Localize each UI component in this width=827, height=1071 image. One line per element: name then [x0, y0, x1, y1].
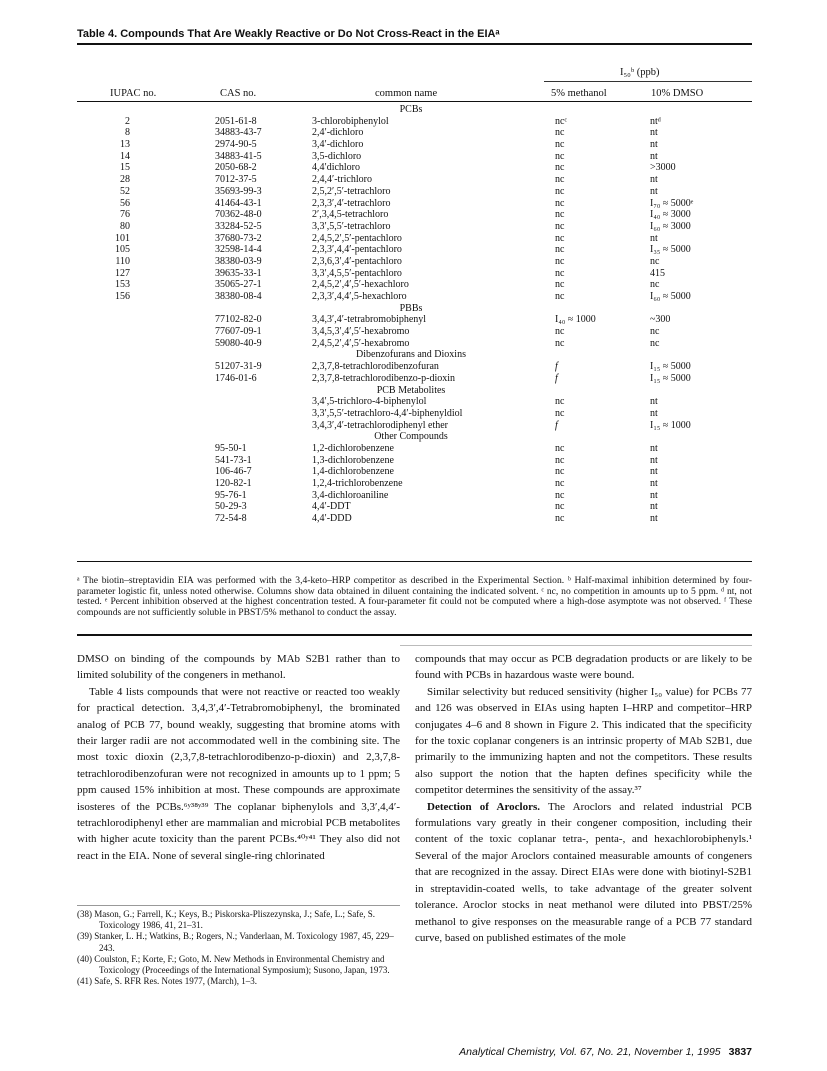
cas-number: 72-54-8: [215, 513, 247, 525]
i50-methanol: nc: [555, 255, 565, 267]
table-row: [0, 443, 827, 455]
i50-methanol: nc: [555, 407, 565, 419]
i50-methanol: I₄₀ ≈ 1000: [555, 314, 596, 326]
i50-dmso: nt: [650, 127, 658, 139]
i50-methanol: f: [555, 361, 558, 373]
i50-dmso: nt: [650, 174, 658, 186]
cas-number: 33284-52-5: [215, 220, 262, 232]
common-name: 3,3′,5,5′-tetrachloro-4,4′-biphenyldiol: [312, 407, 463, 419]
cas-number: 38380-08-4: [215, 291, 262, 302]
common-name: 2,4,5,2′,4′,5′-hexabromo: [312, 337, 410, 349]
table-row: [0, 116, 827, 128]
i50-methanol: nc: [555, 150, 565, 162]
i50-dmso: nc: [650, 279, 660, 291]
table-row: [0, 233, 827, 245]
cas-number: 51207-31-9: [215, 361, 262, 373]
common-name: 3-chlorobiphenylol: [312, 115, 389, 127]
table-section-row: [0, 104, 827, 116]
cas-number: 2051-61-8: [215, 115, 257, 127]
table-title: Table 4. Compounds That Are Weakly Reactive or Do Not Cross-React in the EIAᵃ: [77, 28, 500, 40]
cas-number: 41464-43-1: [215, 197, 262, 209]
iupac-number: 156: [115, 291, 130, 302]
common-name: 2,4′-dichloro: [312, 127, 364, 139]
table-row: [0, 162, 827, 174]
common-name: 3,4,5,3′,4′,5′-hexabromo: [312, 326, 410, 338]
iupac-number: 28: [120, 174, 130, 186]
cas-number: 34883-43-7: [215, 127, 262, 139]
i50-methanol: nc: [555, 244, 565, 256]
table-row: [0, 501, 827, 513]
col-header-dmso: 10% DMSO: [651, 88, 704, 99]
cas-number: 95-76-1: [215, 489, 247, 501]
i50-dmso: I₁₅ ≈ 5000: [650, 372, 691, 384]
i50-methanol: nc: [555, 139, 565, 151]
table-row: [0, 279, 827, 291]
common-name: 3,4′,5-trichloro-4-biphenylol: [312, 396, 427, 408]
right-paragraph-3-text: The Aroclors and related industrial PCB formulations vary greatly in their congener composition, including their content of the toxic coplanar tetra-, penta-, and hexachlorobiphenyls.¹ Several of the major Aroclors contained measurable amounts of congeners that are recognized in the assay. Direct EIAs were done with biotinyl-S2B1 in streptavidin-coated wells, to take advantage of the greater solvent tolerance. Aroclor stocks in neat methanol were diluted into PBST/25% methanol to give responses on the measurable range of a PCB 77 standard curve, based on published estimates of the mole: [415, 800, 752, 944]
common-name: 1,2-dichlorobenzene: [312, 442, 394, 454]
iupac-number: 13: [120, 139, 130, 151]
iupac-number: 127: [115, 267, 130, 279]
cas-number: 120-82-1: [215, 478, 252, 489]
i50-dmso: ~300: [650, 314, 671, 326]
iupac-number: 80: [120, 220, 130, 232]
iupac-number: 52: [120, 185, 130, 197]
section-label: Dibenzofurans and Dioxins: [356, 349, 466, 361]
table-bottom-rule: [77, 561, 752, 562]
table-section-row: [0, 349, 827, 361]
table-body: [0, 104, 827, 525]
cas-number: 35693-99-3: [215, 185, 262, 197]
reference-39: (39) Stanker, L. H.; Watkins, B.; Rogers, N.; Vanderlaan, M. Toxicology 1987, 45, 229–243.: [77, 931, 394, 953]
i50-dmso: nc: [650, 326, 660, 338]
i50-methanol: nc: [555, 174, 565, 186]
table-row: [0, 174, 827, 186]
table-section-row: [0, 303, 827, 315]
cas-number: 2050-68-2: [215, 162, 257, 174]
right-paragraph-3: [415, 799, 752, 947]
left-column-text: [77, 651, 400, 864]
iupac-number: 56: [120, 197, 130, 209]
i50-methanol: nc: [555, 279, 565, 291]
table-row: [0, 139, 827, 151]
cas-number: 1746-01-6: [215, 372, 257, 384]
cas-number: 541-73-1: [215, 454, 252, 466]
i50-header: I₅₀ᵇ (ppb): [620, 67, 660, 78]
common-name: 2,3,3′,4′-tetrachloro: [312, 197, 391, 209]
cas-number: 70362-48-0: [215, 209, 262, 221]
table-row: [0, 127, 827, 139]
i50-dmso: nt: [650, 442, 658, 454]
common-name: 2,5,2′,5′-tetrachloro: [312, 185, 391, 197]
common-name: 2,3,3′,4,4′-pentachloro: [312, 244, 402, 256]
table-section-row: [0, 431, 827, 443]
table-row: [0, 256, 827, 268]
common-name: 2,4,5,2′,4′,5′-hexachloro: [312, 279, 409, 291]
common-name: 4,4′dichloro: [312, 162, 361, 174]
iupac-number: 2: [125, 115, 130, 127]
i50-methanol: nc: [555, 396, 565, 408]
common-name: 3,3′,5,5′-tetrachloro: [312, 220, 391, 232]
i50-dmso: nt: [650, 513, 658, 525]
common-name: 3,4-dichloroaniline: [312, 489, 389, 501]
section-heading-aroclors: Detection of Aroclors.: [427, 800, 540, 813]
table-header-rule: [77, 101, 752, 102]
iupac-number: 153: [115, 279, 130, 291]
i50-methanol: nc: [555, 489, 565, 501]
i50-dmso: I₄₀ ≈ 3000: [650, 209, 691, 221]
i50-dmso: nt: [650, 454, 658, 466]
cas-number: 59080-40-9: [215, 337, 262, 349]
i50-dmso: nc: [650, 337, 660, 349]
common-name: 3,4′-dichloro: [312, 139, 364, 151]
table-top-rule: [77, 43, 752, 45]
table-row: [0, 326, 827, 338]
table-row: [0, 209, 827, 221]
i50-methanol: nc: [555, 209, 565, 221]
table-row: [0, 338, 827, 350]
left-paragraph-1: DMSO on binding of the compounds by MAb S2B1 rather than to limited solubility of the congeners in methanol.: [77, 653, 400, 682]
table-row: [0, 361, 827, 373]
i50-dmso: nt: [650, 466, 658, 478]
i50-methanol: nc: [555, 478, 565, 489]
i50-methanol: nc: [555, 454, 565, 466]
i50-dmso: >3000: [650, 162, 676, 174]
cas-number: 35065-27-1: [215, 279, 262, 291]
table-row: [0, 478, 827, 490]
iupac-number: 8: [125, 127, 130, 139]
i50-dmso: I₁₅ ≈ 5000: [650, 361, 691, 373]
cas-number: 50-29-3: [215, 501, 247, 513]
reference-40: (40) Coulston, F.; Korte, F.; Goto, M. New Methods in Environmental Chemistry and Toxicology (Proceedings of the International Symposium); Susono, Japan, 1973.: [77, 953, 390, 976]
common-name: 3,3′,4,5,5′-pentachloro: [312, 267, 402, 279]
table-row: [0, 198, 827, 210]
table-footnotes: ᵃ The biotin–streptavidin EIA was performed with the 3,4-keto–HRP competitor as described in the Experimental Section. ᵇ Half-maximal inhibition determined by four-parameter logistic fit, unless noted otherwise. Columns show data obtained in diluent containing the indicated solvent. ᶜ nc, no competition in amounts up to 5 ppm. ᵈ nt, not tested. ᵉ Percent inhibition observed at the highest concentration tested. A four-parameter fit could not be computed where a high-dose asymptote was not observed. ᶠ These compounds are not sufficiently soluble in PBST/5% methanol to conduct the assay.: [77, 575, 752, 618]
table-row: [0, 490, 827, 502]
i50-methanol: nc: [555, 442, 565, 454]
table-row: [0, 466, 827, 478]
i50-methanol: nc: [555, 513, 565, 525]
common-name: 2′,3,4,5-tetrachloro: [312, 209, 389, 221]
table-row: [0, 151, 827, 163]
cas-number: 95-50-1: [215, 442, 247, 454]
i50-subrule: [544, 81, 752, 82]
common-name: 2,4,5,2′,5′-pentachloro: [312, 232, 402, 244]
table-row: [0, 408, 827, 420]
common-name: 2,3,7,8-tetrachlorodibenzofuran: [312, 361, 439, 373]
i50-methanol: nc: [555, 337, 565, 349]
i50-methanol: nc: [555, 197, 565, 209]
common-name: 2,4,4′-trichloro: [312, 174, 372, 186]
i50-methanol: f: [555, 372, 558, 384]
table-row: [0, 396, 827, 408]
i50-dmso: I₁₅ ≈ 1000: [650, 419, 691, 431]
cas-number: 39635-33-1: [215, 267, 262, 279]
i50-methanol: ncᶜ: [555, 115, 567, 127]
i50-dmso: nt: [650, 185, 658, 197]
i50-dmso: I₇₀ ≈ 5000ᵉ: [650, 197, 694, 209]
iupac-number: 14: [120, 150, 130, 162]
col-header-name: common name: [375, 88, 438, 99]
i50-methanol: nc: [555, 501, 565, 513]
iupac-number: 76: [120, 209, 130, 221]
col-header-cas: CAS no.: [220, 88, 257, 99]
i50-methanol: nc: [555, 185, 565, 197]
cas-number: 77102-82-0: [215, 314, 262, 326]
cas-number: 38380-03-9: [215, 255, 262, 267]
i50-methanol: nc: [555, 220, 565, 232]
cas-number: 34883-41-5: [215, 150, 262, 162]
common-name: 3,4,3′,4′-tetrabromobiphenyl: [312, 314, 427, 326]
cas-number: 77607-09-1: [215, 326, 262, 338]
i50-dmso: nt: [650, 396, 658, 408]
references-list: [77, 909, 400, 987]
table-row: [0, 186, 827, 198]
page-footer: [440, 1046, 752, 1058]
col-header-methanol: 5% methanol: [551, 88, 607, 99]
cas-number: 7012-37-5: [215, 174, 257, 186]
cas-number: 106-46-7: [215, 466, 252, 478]
section-label: PCBs: [399, 104, 423, 115]
table-section-row: [0, 385, 827, 397]
i50-dmso: I₆₀ ≈ 3000: [650, 220, 691, 232]
i50-methanol: nc: [555, 127, 565, 139]
i50-methanol: nc: [555, 267, 565, 279]
table-row: [0, 373, 827, 385]
cas-number: 37680-73-2: [215, 232, 262, 244]
cas-number: 2974-90-5: [215, 139, 257, 151]
page-number: 3837: [728, 1046, 752, 1058]
right-paragraph-2: Similar selectivity but reduced sensitivity (higher I₅₀ value) for PCBs 77 and 126 was observed in EIAs using hapten I–HRP and competitor–HRP conjugates 4–6 and 8 shown in Figure 2. This indicated that the specificity for the toxic coplanar congeners is an intrinsic property of MAb S2B1, due primarily to the immunizing hapten and not the competitors. These results also support the notion that the hapten defines specificity while the competitor determines the sensitivity of the assay.³⁷: [415, 685, 752, 797]
iupac-number: 15: [120, 162, 130, 174]
i50-dmso: nt: [650, 489, 658, 501]
common-name: 2,3,7,8-tetrachlorodibenzo-p-dioxin: [312, 372, 456, 384]
i50-dmso: nt: [650, 407, 658, 419]
reference-38: (38) Mason, G.; Farrell, K.; Keys, B.; Piskorska-Pliszezynska, J.; Safe, L.; Safe, S. Toxicology 1986, 41, 21–31.: [77, 909, 375, 931]
table-row: [0, 513, 827, 525]
table-row: [0, 314, 827, 326]
i50-dmso: ntᵈ: [650, 115, 661, 127]
common-name: 3,5-dichloro: [312, 150, 362, 162]
common-name: 4,4′-DDT: [312, 501, 351, 513]
section-label: PCB Metabolites: [376, 384, 446, 396]
i50-dmso: nt: [650, 478, 658, 489]
i50-methanol: f: [555, 419, 558, 431]
table-row: [0, 244, 827, 256]
table-row: [0, 420, 827, 432]
i50-dmso: nt: [650, 139, 658, 151]
i50-dmso: I₃₅ ≈ 5000: [650, 244, 691, 256]
table-row: [0, 455, 827, 467]
common-name: 3,4,3′,4′-tetrachlorodiphenyl ether: [312, 419, 448, 431]
common-name: 1,4-dichlorobenzene: [312, 466, 394, 478]
section-label: Other Compounds: [374, 431, 448, 443]
cas-number: 32598-14-4: [215, 244, 262, 256]
i50-methanol: nc: [555, 326, 565, 338]
common-name: 2,3,3′,4,4′,5-hexachloro: [312, 291, 407, 302]
right-column-text: [415, 651, 752, 946]
i50-dmso: nt: [650, 150, 658, 162]
journal-citation: Analytical Chemistry, Vol. 67, No. 21, November 1, 1995: [459, 1046, 721, 1058]
i50-dmso: 415: [650, 267, 665, 279]
common-name: 1,3-dichlorobenzene: [312, 454, 394, 466]
table-row: [0, 268, 827, 280]
section-label: PBBs: [399, 302, 423, 314]
i50-dmso: I₆₀ ≈ 5000: [650, 291, 691, 302]
i50-dmso: nt: [650, 501, 658, 513]
common-name: 1,2,4-trichlorobenzene: [312, 478, 403, 489]
col-header-iupac: IUPAC no.: [110, 88, 157, 99]
table-row: [0, 291, 827, 303]
references-rule: [77, 905, 400, 906]
left-paragraph-2: Table 4 lists compounds that were not reactive or reacted too weakly for practical detection. 3,4,3′,4′-Tetrabromobiphenyl, the brominated analog of PCB 77, bound weakly, suggesting that bromine atoms with their larger radii are not accommodated well in the combining site. The most toxic dioxin (2,3,7,8-tetrachlorodibenzo-p-dioxin) and 2,3,7,8-tetrachlorodibenzofuran were not recognized in amounts up to 1 ppm; 5 ppm caused 15% inhibition at most. These compounds are approximate isosteres of the PCBs.⁶ʸ³⁸ʸ³⁹ The coplanar biphenylols and 3,3′,4,4′-tetrachlorodiphenyl ether are mammalian and microbial PCB metabolites with higher acute toxicity than the parent PCBs.⁴⁰ʸ⁴¹ They also did not react in the EIA. None of several single-ring chlorinated: [77, 685, 400, 862]
common-name: 4,4′-DDD: [312, 513, 352, 525]
reference-41: (41) Safe, S. RFR Res. Notes 1977, (March), 1–3.: [77, 976, 257, 987]
table-row: [0, 221, 827, 233]
common-name: 2,3,6,3′,4′-pentachloro: [312, 255, 402, 267]
iupac-number: 110: [115, 255, 130, 267]
i50-methanol: nc: [555, 466, 565, 478]
i50-methanol: nc: [555, 232, 565, 244]
iupac-number: 101: [115, 232, 130, 244]
i50-methanol: nc: [555, 162, 565, 174]
iupac-number: 105: [115, 244, 130, 256]
i50-methanol: nc: [555, 291, 565, 302]
footnote-rule: [77, 634, 752, 636]
i50-dmso: nt: [650, 232, 658, 244]
i50-dmso: nc: [650, 255, 660, 267]
column-separator-rule: [400, 645, 752, 646]
right-paragraph-1: compounds that may occur as PCB degradation products or are likely to be found with PCBs in hazardous waste were bound.: [415, 653, 752, 682]
